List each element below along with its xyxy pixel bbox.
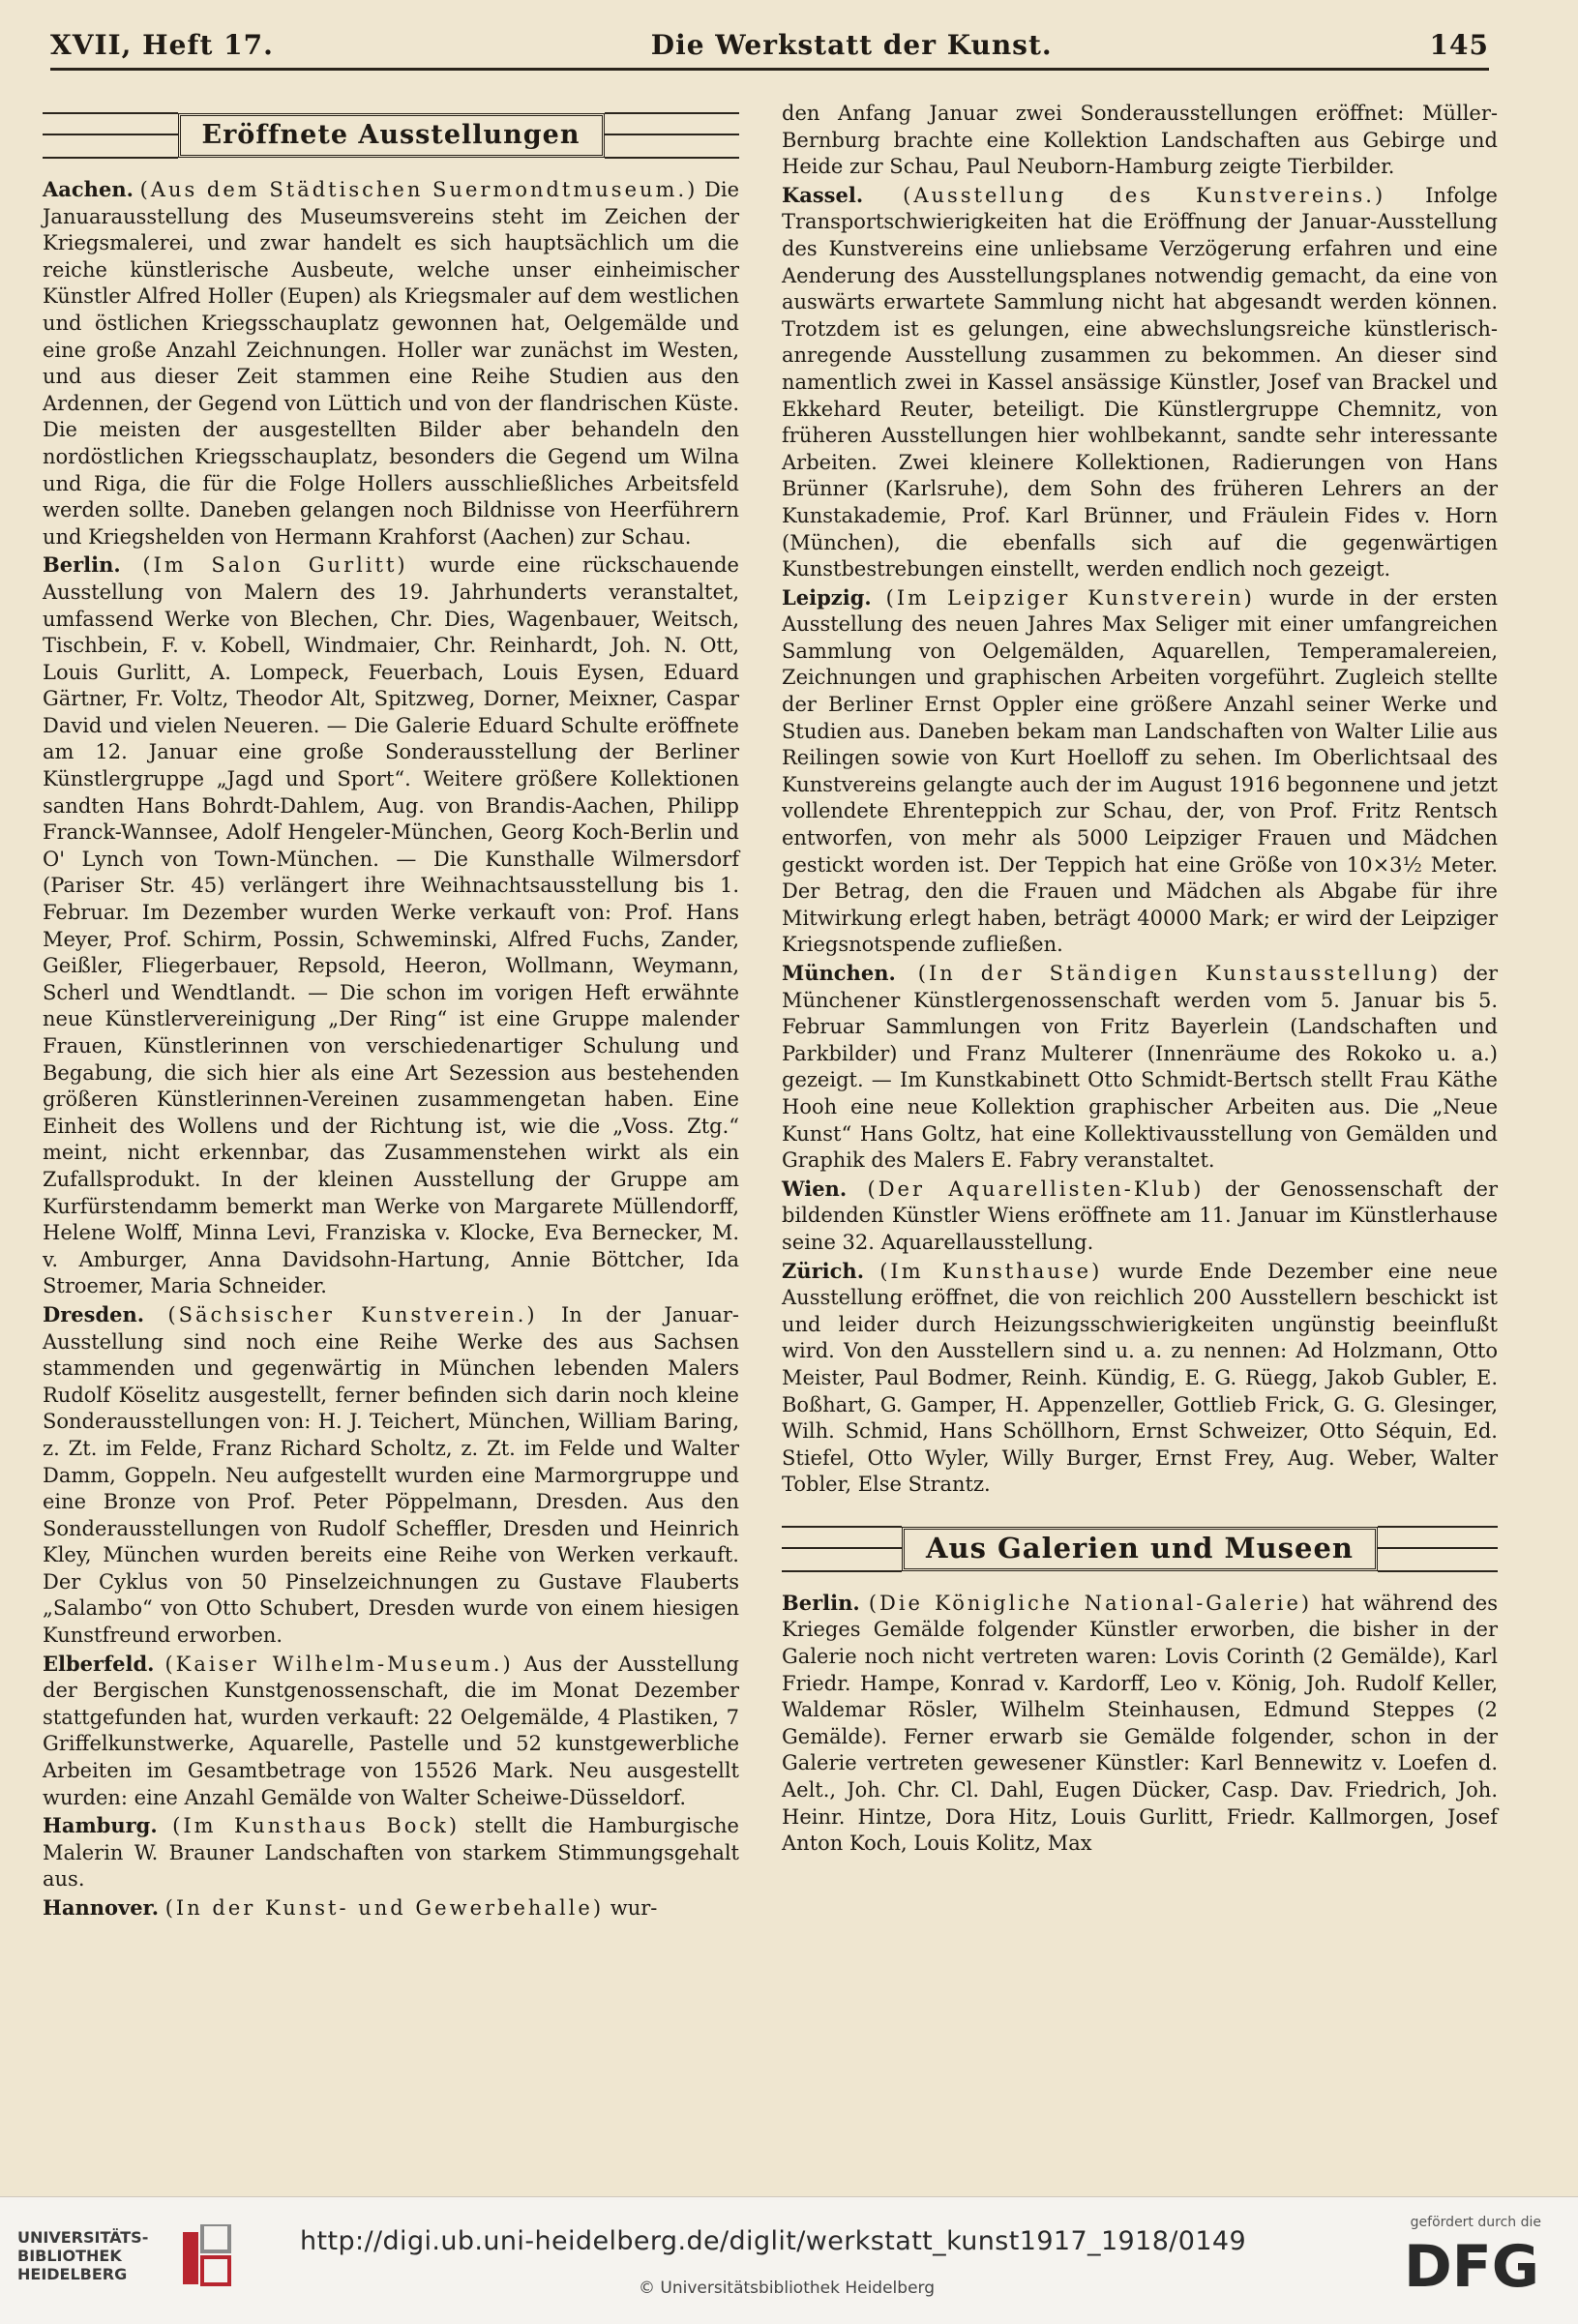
entry-text: wurde eine rückschauende Ausstellung von Malern des 19. Jahrhunderts veranstaltet, umfassend Werke von Blechen, Chr. Dies, Wagenbauer, Weitsch, Tischbein, F. v. Kobell, Windmaier, Chr. Reinhardt, Joh. N. Ott, Louis Gurlitt, A. Lompeck, Feuerbach, Louis Eysen, Eduard Gärtner, Fr. Voltz, Theodor Alt, Spitzweg, Dorner, Meixner, Caspar David und vielen Neueren. — Die Galerie Eduard Schulte eröffnete am 12. Januar eine große Sonderausstellung der Berliner Künstlergruppe „Jagd und Sport“. Weitere größere Kollektionen sandten Hans Bohrdt-Dahlem, Aug. von Brandis-Aachen, Philipp Franck-Wannsee, Adolf Hengeler-München, Georg Koch-Berlin und O' Lynch von Town-München. — Die Kunsthalle Wilmersdorf (Pariser Str. 45) verlängert ihre Weihnachtsausstellung bis 1. Februar. Im Dezember wurden Werke verkauft von: Prof. Hans Meyer, Prof. Schirm, Possin, Schweminski, Alfred Fuchs, Zander, Geißler, Fliegerbauer, Repsold, Heeron, Wollmann, Weymann, Scherl und Wendtlandt. — Die schon im vorigen Heft erwähnte neue Künstlervereinigung „Der Ring“ ist eine Gruppe malender Frauen, Künstlerinnen von verschiedenartiger Schulung und Begabung, die sich hier als eine Art Sezession aus bestehenden größeren Künstlerinnen-Vereinen zusammengetan haben. Eine Einheit des Wollens und der Richtung ist, wie die „Voss. Ztg.“ meint, nicht erkennbar, das Zusammenstehen wirkt als ein Zufallsprodukt. In der kleinen Ausstellung der Gruppe am Kurfürstendamm bemerkt man Werke von Margarete Müllendorff, Helene Wolff, Minna Levi, Franziska v. Klocke, Eva Bernecker, M. v. Amburger, Anna Davidsohn-Hartung, Annie Böttcher, Ida Stroemer, Maria Schneider. — [43, 553, 739, 1298]
news-entry — [782, 1258, 1498, 1499]
news-entry — [43, 1301, 739, 1650]
funder-name: DFG — [1403, 2234, 1539, 2294]
entry-venue: (Im Leipziger Kunstverein) — [885, 585, 1255, 610]
entry-text: Infolge Transportschwierigkeiten hat die Eröffnung der Januar-Ausstellung des Kunstvereins eine unliebsame Verzögerung erfahren und eine Aenderung des Ausstellungsplanes notwendig gemacht, da eine von auswärts erwartete Sammlung nicht hat abgesandt werden können. Trotzdem ist es gelungen, eine abwechslungsreiche künstlerisch-anregende Ausstellung zusammen zu bekommen. An dieser sind namentlich zwei in Kassel ansässige Künstler, Josef van Brackel und Ekkehard Reuter, beteiligt. Die Künstlergruppe Chemnitz, von früheren Ausstellungen hier wohlbekannt, sandte sehr interessante Arbeiten. Zwei kleinere Kollektionen, Radierungen von Hans Brünner (Karlsruhe), dem Sohn des früheren Lehrers an der Kunstakademie, Prof. Karl Brünner, und Fräulein Fides v. Horn (München), die ebenfalls sich auf die gegenwärtigen Kunstbestrebungen einstellt, werden endlich noch gezeigt. — [782, 183, 1498, 581]
news-entry — [782, 960, 1498, 1175]
entry-venue: (Im Salon Gurlitt) — [142, 553, 408, 578]
issue-label: XVII, Heft 17. — [50, 28, 274, 61]
section-title: Aus Galerien und Museen — [902, 1527, 1378, 1571]
entry-text: In der Januar-Ausstellung sind noch eine Reihe Werke des aus Sachsen stammenden und gegenwärtig in München lebenden Malers Rudolf Köselitz ausgestellt, ferner befinden sich darin noch kleine Sonderausstellungen von: H. J. Teichert, München, William Baring, z. Zt. im Felde, Franz Richard Scholtz, z. Zt. im Felde und Walter Damm, Goppeln. Neu aufgestellt wurden eine Marmorgruppe und eine Bronze von Prof. Peter Pöppelmann, Dresden. Aus den Sonderausstellungen von Rudolf Scheffler, Dresden und Heinrich Kley, München wurden bereits eine Reihe von Werken verkauft. Der Cyklus von 50 Pinselzeichnungen zu Gustave Flauberts „Salambo“ von Otto Schubert, Dresden wurde von einem hiesigen Kunstfreund erworben. — [43, 1302, 739, 1648]
library-logo[interactable] — [17, 2224, 298, 2302]
news-entry — [43, 551, 739, 1300]
entry-place: Leipzig. — [782, 584, 872, 610]
entry-venue: (Im Kunsthaus Bock) — [172, 1814, 461, 1838]
entry-text: der Münchener Künstlergenossenschaft werden vom 5. Januar bis 5. Februar Sammlungen von Fritz Bayerlein (Landschaften und Parkbilder) und Franz Multerer (Innenräume des Rokoko u. a.) gezeigt. — Im Kunstkabinett Otto Schmidt-Bertsch stellt Frau Käthe Hooh eine neue Kollektion graphischer Arbeiten aus. Die „Neue Kunst“ Hans Goltz, hat eine Kollektivausstellung von Gemälden und Graphik des Malers E. Fabry veranstaltet. — [782, 962, 1499, 1173]
entry-text: Die Januarausstellung des Museumsvereins steht im Zeichen der Kriegsmalerei, und zwar handelt es sich hauptsächlich um die reiche künstlerische Ausbeute, welche unser einheimischer Künstler Alfred Holler (Eupen) als Kriegsmaler auf dem westlichen und östlichen Kriegsschauplatz gewonnen hat, Oelgemälde und eine große Anzahl Zeichnungen. Holler war zunächst im Westen, und aus dieser Zeit stammen eine Reihe Studien aus den Ardennen, der Gegend von Lüttich und von der flandrischen Küste. Die meisten der ausgestellten Bilder aber behandeln den nordöstlichen Kriegsschauplatz, besonders die Gegend um Wilna und Riga, die für die Folge Hollers ausschließliches Arbeitsfeld werden sollte. Daneben gelangen noch Bildnisse von Heerführern und Kriegshelden von Hermann Krahforst (Aachen) zur Schau. — [43, 178, 739, 549]
permalink[interactable]: http://digi.ub.uni-heidelberg.de/diglit/werkstatt_kunst1917_1918/0149 — [300, 2226, 1247, 2256]
news-entry — [782, 584, 1498, 959]
entry-place: Aachen. — [43, 177, 134, 201]
entry-text: Aus der Ausstellung der Bergischen Kunstgenossenschaft, die im Monat Dezember stattgefunden hat, wurden verkauft: 22 Oelgemälde, 4 Plastiken, 7 Griffelkunstwerke, Aquarelle, Pastelle und 52 kunstgewerbliche Arbeiten im Gesamtbetrage von 15526 Mark. Neu ausgestellt wurden: eine Anzahl Gemälde von Walter Scheiwe-Düsseldorf. — [43, 1652, 739, 1809]
library-name-line: HEIDELBERG — [17, 2265, 128, 2283]
heading-rule-right — [1378, 1526, 1498, 1572]
funder-logo[interactable] — [1367, 2215, 1541, 2311]
entry-place: Dresden. — [43, 1301, 145, 1326]
library-name-line: UNIVERSITÄTS- — [17, 2228, 149, 2247]
entry-text: wurde in der ersten Ausstellung des neuen Jahres Max Seliger mit einer umfangreichen Sammlung von Oelgemälden, Aquarellen, Temperamalereien, Zeichnungen und graphischen Arbeiten vorgeführt. Zugleich stellte der Berliner Ernst Oppler eine größere Anzahl seiner Werke und Studien aus. Daneben bekam man Landschaften von Walter Lilie aus Reilingen sowie von Kurt Hoelloff zu sehen. Im Oberlichtsaal des Kunstvereins gelangte auch der im August 1916 begonnene und jetzt vollendete Ehrenteppich zur Schau, der, von Prof. Fritz Rentsch entworfen, von mehr als 5000 Leipziger Frauen und Mädchen gestickt worden ist. Der Teppich hat eine Größe von 10×3½ Meter. Der Betrag, den die Frauen und Mädchen als Abgabe für ihre Mitwirkung erlegt haben, beträgt 40000 Mark; er wird der Leipziger Kriegsnotspende zufließen. — [782, 585, 1498, 957]
entry-place: Zürich. — [782, 1258, 865, 1283]
right-column — [782, 101, 1498, 1859]
news-entry — [782, 1590, 1498, 1858]
entry-place: Elberfeld. — [43, 1651, 155, 1676]
funder-caption: gefördert durch die — [1410, 2215, 1541, 2230]
entry-place: Berlin. — [782, 1590, 860, 1615]
entry-place: Wien. — [782, 1176, 848, 1201]
entry-venue: (Aus dem Städtischen Suermondtmuseum.) — [139, 178, 699, 201]
news-entry — [782, 182, 1498, 583]
entry-list — [782, 101, 1498, 1499]
dfg-logo-icon — [1377, 2234, 1541, 2294]
news-entry — [43, 1651, 739, 1812]
news-entry — [782, 1176, 1498, 1257]
entry-place: Kassel. — [782, 182, 864, 207]
running-header — [50, 21, 1489, 71]
heading-rule-left — [782, 1526, 902, 1572]
news-entry — [43, 1812, 739, 1893]
page-number: 145 — [1429, 28, 1489, 61]
entry-text: hat während des Krieges Gemälde folgender Künstler erworben, die bisher in der Galerie noch nicht vertreten waren: Lovis Corinth (2 Gemälde), Karl Friedr. Hampe, Konrad v. Kardorff, Leo v. König, Joh. Rudolf Keller, Waldemar Rösler, Wilhelm Steinhausen, Edmund Steppes (2 Gemälde). Ferner erwarb sie Gemälde folgender, schon in der Galerie vertreten gewesener Künstler: Karl Bennewitz v. Loefen d. Aelt., Joh. Chr. Cl. Dahl, Eugen Dücker, Casp. Dav. Friedrich, Joh. Heinr. Hintze, Dora Hitz, Louis Gurlitt, Friedr. Kallmorgen, Josef Anton Koch, Louis Kolitz, Max — [782, 1591, 1498, 1856]
entry-text: der Genossenschaft der bildenden Künstler Wiens eröffnete am 11. Januar im Künstlerhause seine 32. Aquarellausstellung. — [782, 1177, 1498, 1254]
entry-place: Hamburg. — [43, 1813, 158, 1838]
section-title: Eröffnete Ausstellungen — [178, 113, 605, 158]
entry-venue: (In der Kunst- und Gewerbehalle) — [164, 1896, 605, 1920]
heading-rule-right — [605, 112, 740, 159]
section-heading-openings — [43, 104, 739, 166]
entry-venue: (In der Ständigen Kunstausstellung) — [917, 962, 1442, 985]
entry-place: Hannover. — [43, 1895, 160, 1920]
entry-venue: (Der Aquarellisten-Klub) — [867, 1177, 1205, 1201]
entry-list — [43, 176, 739, 1922]
entry-list — [782, 1590, 1498, 1858]
entry-place: München. — [782, 961, 896, 985]
library-name — [17, 2228, 148, 2283]
news-entry — [782, 101, 1498, 181]
news-entry — [43, 176, 739, 551]
news-entry — [43, 1894, 739, 1922]
entry-venue: (Kaiser Wilhelm-Museum.) — [164, 1652, 514, 1676]
library-name-line: BIBLIOTHEK — [17, 2247, 122, 2265]
entry-place: Berlin. — [43, 552, 121, 578]
library-emblem-icon — [177, 2224, 235, 2292]
section-heading-galleries — [782, 1518, 1498, 1580]
entry-text: wurde Ende Dezember eine neue Ausstellung eröffnet, die von reichlich 200 Ausstellern beschickt ist und leider durch Heizungsschwierigkeiten ungünstig beeinflußt wird. Von den Ausstellern sind u. a. zu nennen: Ad Holzmann, Otto Meister, Paul Bodmer, Reinh. Kündig, E. G. Rüegg, Jakob Gubler, E. Boßhart, G. Gamper, H. Appenzeller, Gottlieb Frick, G. G. Glesinger, Wilh. Schmid, Hans Schöllhorn, Ernst Schweizer, Otto Séquin, Ed. Stiefel, Otto Wyler, Willy Burger, Ernst Frey, Aug. Weber, Walter Tobler, Else Strantz. — [782, 1259, 1498, 1497]
entry-text: den Anfang Januar zwei Sonderausstellungen eröffnet: Müller-Bernburg brachte eine Kollektion Landschaften aus Gebirge und Heide zur Schau, Paul Neuborn-Hamburg zeigte Tierbilder. — [782, 102, 1498, 179]
entry-text: wur- — [610, 1896, 658, 1920]
entry-venue: (Ausstellung des Kunstvereins.) — [903, 183, 1386, 207]
entry-venue: (Die Königliche National-Galerie) — [868, 1591, 1313, 1615]
entry-venue: (Im Kunsthause) — [879, 1259, 1103, 1283]
copyright-notice: © Universitätsbibliothek Heidelberg — [639, 2279, 936, 2298]
entry-text: stellt die Hamburgische Malerin W. Brauner Landschaften von starkem Stimmungsgehalt aus. — [43, 1814, 739, 1892]
digitization-footer — [0, 2196, 1578, 2324]
left-column — [43, 101, 739, 1923]
heading-rule-left — [43, 112, 178, 159]
journal-title: Die Werkstatt der Kunst. — [650, 28, 1053, 61]
entry-venue: (Sächsischer Kunstverein.) — [167, 1302, 538, 1326]
